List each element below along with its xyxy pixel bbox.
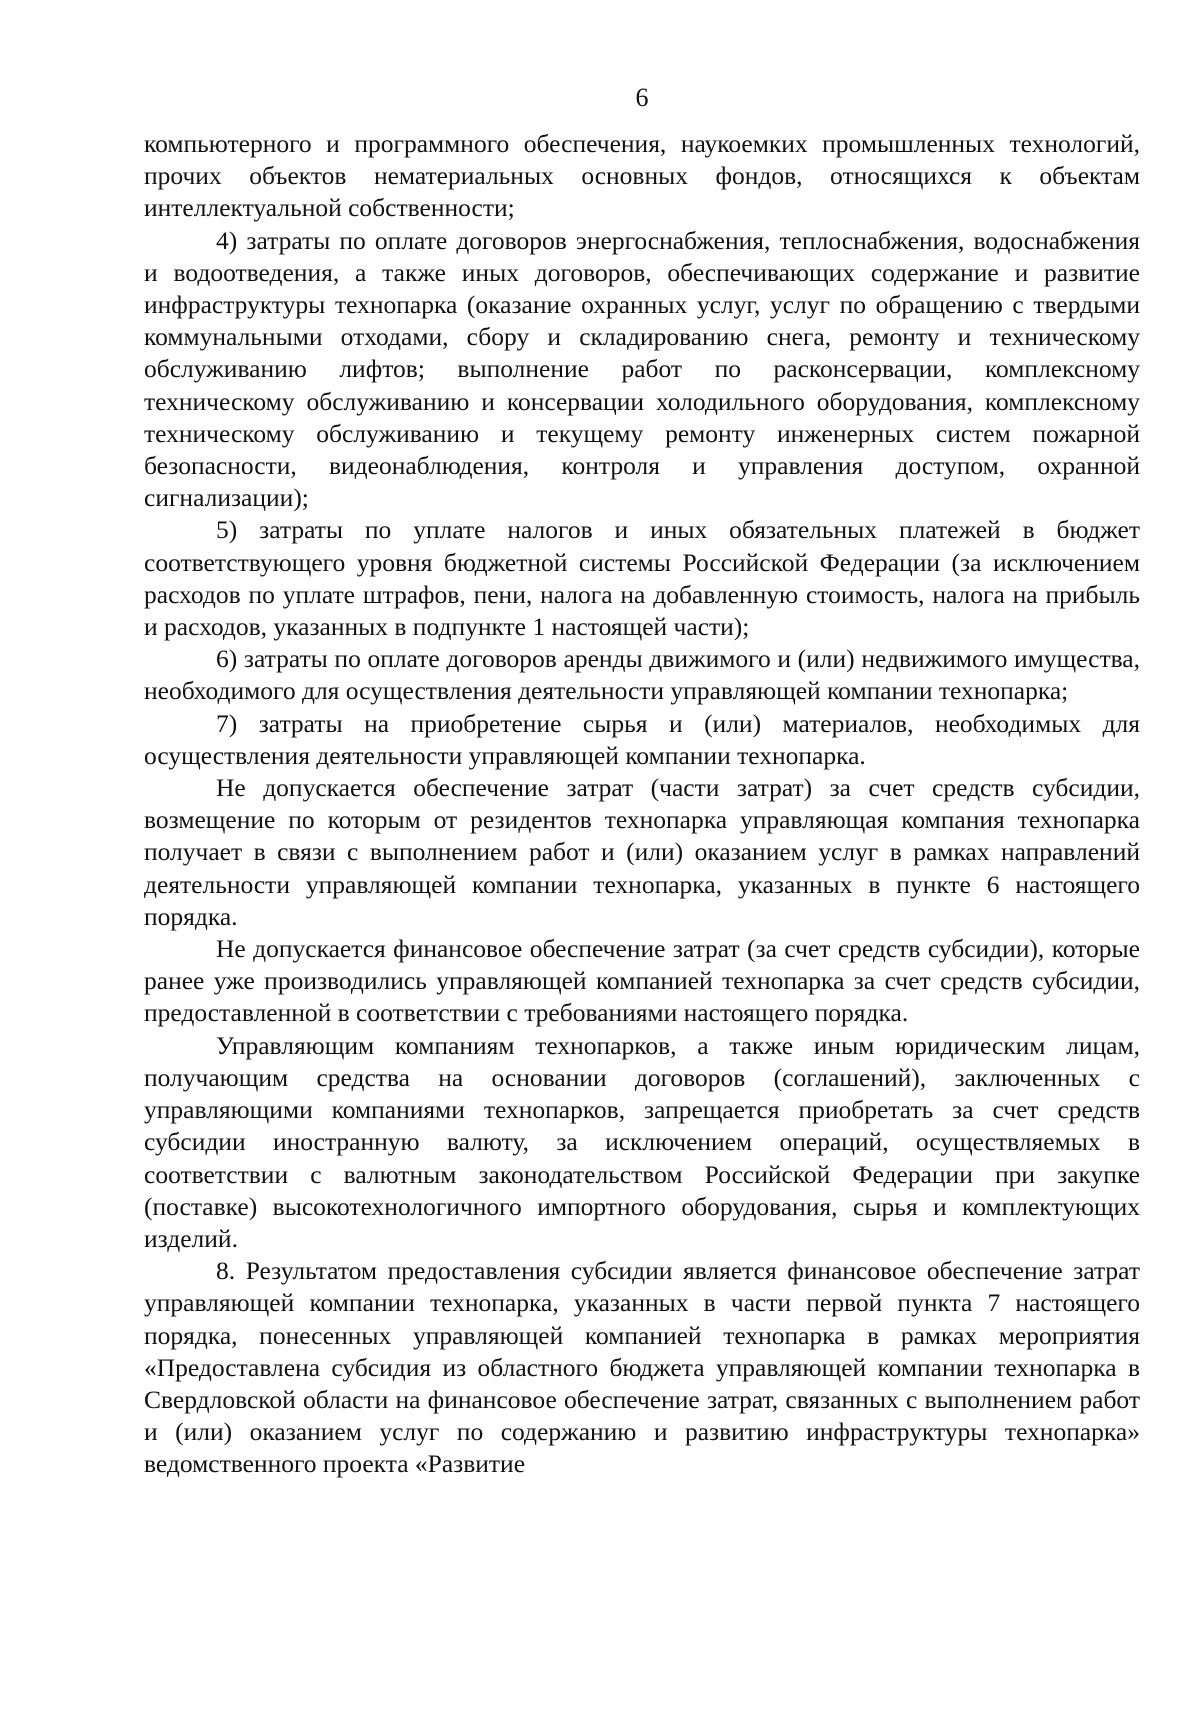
paragraph-item-8: 8. Результатом предоставления субсидии является финансовое обеспечение затрат управляющей компании технопарка, указанных в части первой пункта 7 настоящего порядка, понесенных управляющей компанией технопарка в рамках мероприятия «Предоставлена субсидия из областного бюджета управляющей компании технопарка в Свердловской области на финансовое обеспечение затрат, связанных с выполнением работ и (или) оказанием услуг по содержанию и развитию инфраструктуры технопарка» ведомственного проекта «Развитие	[144, 1256, 1140, 1479]
paragraph-item-5: 5) затраты по уплате налогов и иных обязательных платежей в бюджет соответствующего уровня бюджетной системы Российской Федерации (за исключением расходов по уплате штрафов, пени, налога на добавленную стоимость, налога на прибыль и расходов, указанных в подпункте 1 настоящей части);	[144, 515, 1140, 642]
paragraph-item-7: 7) затраты на приобретение сырья и (или) материалов, необходимых для осуществления деятельности управляющей компании технопарка.	[144, 708, 1140, 770]
paragraph-restriction-2: Не допускается финансовое обеспечение затрат (за счет средств субсидии), которые ранее уже производились управляющей компанией технопарка за счет средств субсидии, предоставленной в соответствии с требованиями настоящего порядка.	[144, 934, 1140, 1028]
paragraph-item-6: 6) затраты по оплате договоров аренды движимого и (или) недвижимого имущества, необходимого для осуществления деятельности управляющей компании технопарка;	[144, 644, 1140, 706]
paragraph-continuation: компьютерного и программного обеспечения, наукоемких промышленных технологий, прочих объектов нематериальных основных фондов, относящихся к объектам интеллектуальной собственности;	[144, 129, 1140, 223]
page-number: 6	[635, 83, 649, 112]
paragraph-currency-prohibition: Управляющим компаниям технопарков, а также иным юридическим лицам, получающим средства на основании договоров (соглашений), заключенных с управляющими компаниями технопарков, запрещается приобретать за счет средств субсидии иностранную валюту, за исключением операций, осуществляемых в соответствии с валютным законодательством Российской Федерации при закупке (поставке) высокотехнологичного импортного оборудования, сырья и комплектующих изделий.	[144, 1030, 1140, 1253]
paragraph-item-4: 4) затраты по оплате договоров энергоснабжения, теплоснабжения, водоснабжения и водоотведения, а также иных договоров, обеспечивающих содержание и развитие инфраструктуры технопарка (оказание охранных услуг, услуг по обращению с твердыми коммунальными отходами, сбору и складированию снега, ремонту и техническому обслуживанию лифтов; выполнение работ по расконсервации, комплексному техническому обслуживанию и консервации холодильного оборудования, комплексному техническому обслуживанию и текущему ремонту инженерных систем пожарной безопасности, видеонаблюдения, контроля и управления доступом, охранной сигнализации);	[144, 225, 1140, 513]
paragraph-restriction-1: Не допускается обеспечение затрат (части затрат) за счет средств субсидии, возмещение по которым от резидентов технопарка управляющая компания технопарка получает в связи с выполнением работ и (или) оказанием услуг в рамках направлений деятельности управляющей компании технопарка, указанных в пункте 6 настоящего порядка.	[144, 773, 1140, 931]
document-body	[144, 128, 1140, 1481]
